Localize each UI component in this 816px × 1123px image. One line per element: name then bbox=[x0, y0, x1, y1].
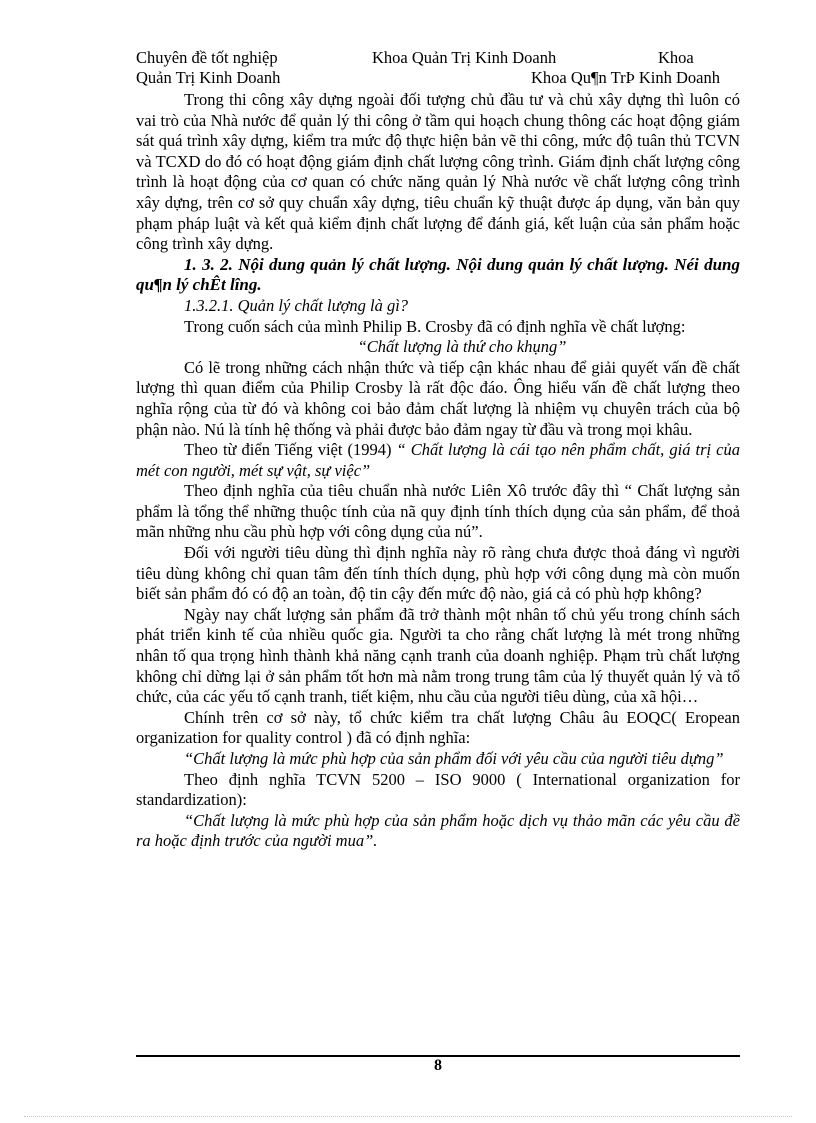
document-page bbox=[136, 48, 740, 1078]
paragraph-1: Trong thi công xây dựng ngoài đối tượng chủ đầu tư và chủ xây dựng thì luôn có vai trò của Nhà nước để quản lý thi công ở tầm qui hoạch chung thông các hoạt động giám sát quá trình xây dựng, kiểm tra mức độ thực hiện bản vẽ thi công, mức độ tuân thủ TCVN và TCXD do đó có hoạt động giám định chất lượng công trình. Giám định chất lượng công trình là hoạt động của cơ quan có chức năng quản lý Nhà nước về chất lượng công trình xây dựng, trên cơ sở quy chuẩn xây dựng, tiêu chuẩn kỹ thuật được áp dụng, văn bản quy phạm pháp luật và kết quả kiểm định chất lượng để đánh giá, kết luận của sản phẩm hoặc công trình xây dựng. bbox=[136, 90, 740, 254]
paragraph-8: Chính trên cơ sở này, tổ chức kiểm tra chất lượng Châu âu EOQC( Eropean organization for quality control ) đã có định nghĩa: bbox=[136, 707, 740, 748]
sub-heading: 1.3.2.1. Quản lý chất lượng là gì? bbox=[184, 295, 409, 315]
paragraph-5: Theo định nghĩa của tiêu chuẩn nhà nước Liên Xô trước đây thì “ Chất lượng sản phẩm là tổng thể những thuộc tính của nã quy định tính thích dụng của sản phẩm, để thoả mãn những nhu cầu phù hợp với công dụng của nú”. bbox=[136, 481, 740, 542]
header-row-1 bbox=[136, 48, 740, 68]
quote-tcvn: “Chất lượng là mức phù hợp của sản phẩm hoặc dịch vụ thảo mãn các yêu cầu đề ra hoặc định trước của người mua”. bbox=[136, 810, 740, 851]
header-left-1: Chuyên đề tốt nghiệp bbox=[136, 48, 278, 67]
page-number: 8 bbox=[434, 1057, 442, 1074]
header-right-1: Khoa bbox=[658, 48, 694, 67]
header-center-1: Khoa Quản Trị Kinh Doanh bbox=[372, 48, 557, 67]
paragraph-7: Ngày nay chất lượng sản phẩm đã trở thành một nhân tố chủ yếu trong chính sách phát triển kinh tế của nhiều quốc gia. Người ta cho rằng chất lượng là mét trong những nhân tố qua trọng hình thành khả năng cạnh tranh của doanh nghiệp. Phạm trù chất lượng không chỉ dừng lại ở sản phẩm tốt hơn mà nằm trong trung tâm của lý thuyết quản lý và tổ chức, của các yếu tố cạnh tranh, tiết kiệm, nhu cầu của người tiêu dùng, của xã hội… bbox=[136, 604, 740, 707]
paragraph-3: Có lẽ trong những cách nhận thức và tiếp cận khác nhau để giải quyết vấn đề chất lượng thì quan điểm của Philip Crosby là rất độc đáo. Ông hiểu vấn đề chất lượng theo nghĩa rộng của từ đó và không coi bảo đảm chất lượng là nhiệm vụ chuyên trách của bộ phận nào. Nú là tính hệ thống và phải được bảo đảm ngay từ đầu và trong mọi khâu. bbox=[136, 357, 740, 439]
header-right-2: Khoa Qu¶n TrÞ Kinh Doanh bbox=[531, 68, 720, 87]
paragraph-9: Theo định nghĩa TCVN 5200 – ISO 9000 ( International organization for standardization): bbox=[136, 769, 740, 810]
header-row-2 bbox=[136, 68, 740, 88]
page-bottom-border bbox=[24, 1116, 792, 1117]
document-body bbox=[136, 90, 740, 852]
paragraph-6: Đối với người tiêu dùng thì định nghĩa này rõ ràng chưa được thoả đáng vì người tiêu dùng không chỉ quan tâm đến tính thích dụng, phù hợp với công dụng mà còn muốn biết sản phẩm đó có độ an toàn, độ tin cậy đến mức độ nào, giá cả có phù hợp không? bbox=[136, 543, 740, 604]
quote-crosby: “Chất lượng là thứ cho khụng” bbox=[357, 337, 567, 357]
quote-eoqc: “Chất lượng là mức phù hợp của sản phẩm đối với yêu cầu của người tiêu dựng” bbox=[184, 749, 724, 768]
paragraph-2: Trong cuốn sách của mình Philip B. Crosby đã có định nghĩa về chất lượng: bbox=[184, 316, 686, 336]
paragraph-4-quote: “ Chất lượng là cái tạo nên phẩm chất, giá trị của mét con người, mét sự vật, sự việc” bbox=[136, 440, 740, 480]
paragraph-4-lead: Theo từ điển Tiếng việt (1994) bbox=[184, 440, 397, 460]
paragraph-4 bbox=[136, 440, 740, 481]
header-left-2: Quản Trị Kinh Doanh bbox=[136, 68, 281, 87]
page-header bbox=[136, 48, 740, 90]
section-heading: 1. 3. 2. Nội dung quản lý chất lượng. Nội dung quản lý chất lượng. Néi dung qu¶n lý chÊt lîng. bbox=[136, 254, 740, 295]
